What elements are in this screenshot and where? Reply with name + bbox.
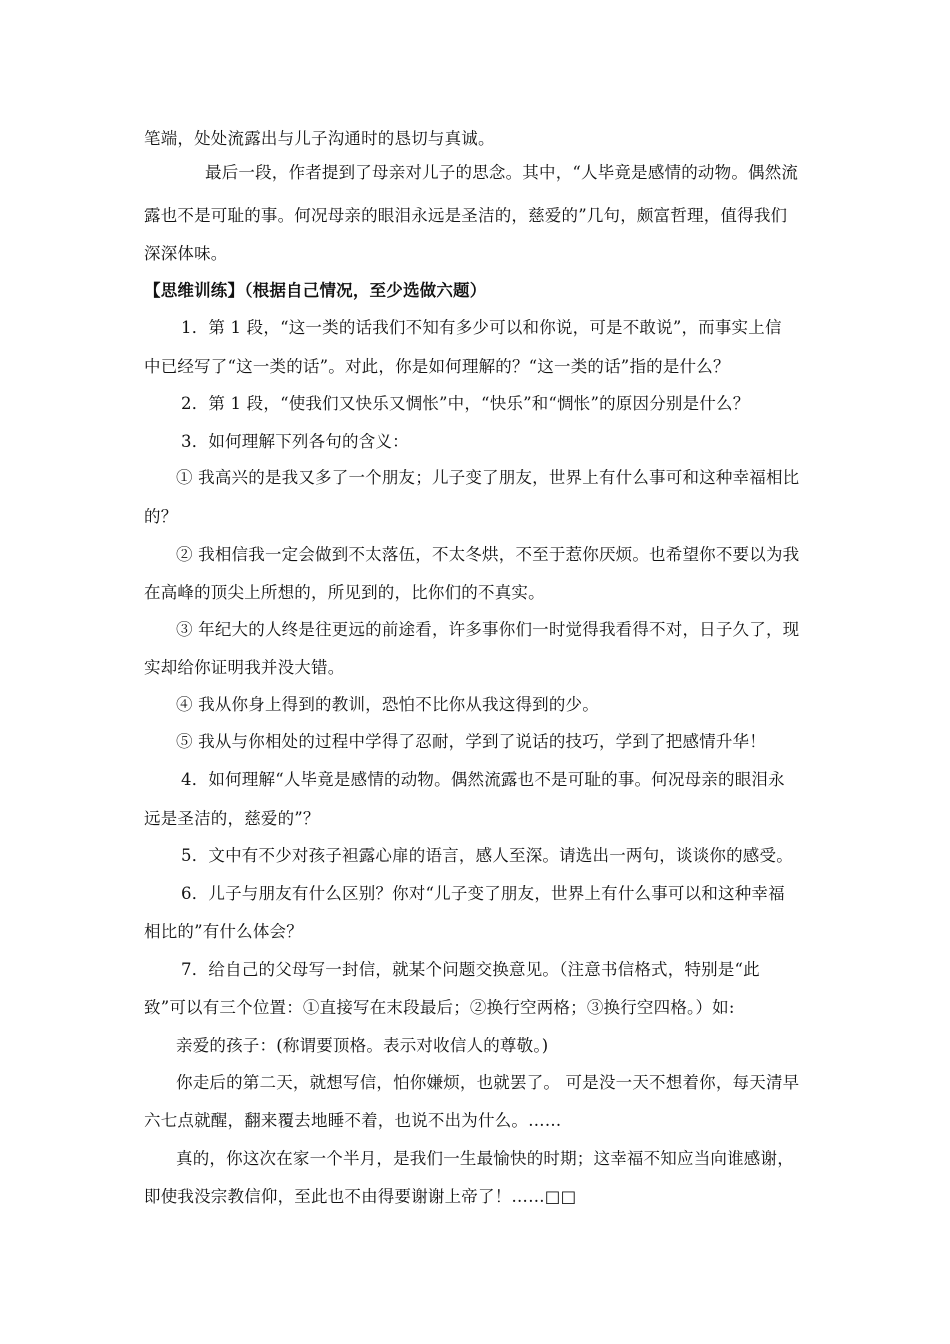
text-line: 在高峰的顶尖上所想的，所见到的，比你们的不真实。: [144, 583, 545, 602]
text-line: 最后一段，作者提到了母亲对儿子的思念。其中，“人毕竟是感情的动物。偶然流: [205, 163, 799, 182]
sub-item: ② 我相信我一定会做到不太落伍，不太冬烘，不至于惹你厌烦。也希望你不要以为我: [176, 545, 800, 564]
question-item: 2．第 1 段，“使我们又快乐又惆怅”中，“快乐”和“惆怅”的原因分别是什么？: [181, 394, 750, 413]
text-line: 露也不是可耻的事。何况母亲的眼泪永远是圣洁的，慈爱的”几句，颇富哲理，值得我们: [144, 206, 788, 225]
sub-item: ① 我高兴的是我又多了一个朋友；儿子变了朋友，世界上有什么事可和这种幸福相比: [176, 468, 800, 487]
sub-item: ⑤ 我从与你相处的过程中学得了忍耐，学到了说话的技巧，学到了把感情升华！: [176, 732, 766, 751]
sub-item: ④ 我从你身上得到的教训，恐怕不比你从我这得到的少。: [176, 695, 599, 714]
text-line: 六七点就醒，翻来覆去地睡不着，也说不出为什么。……: [144, 1111, 562, 1130]
text-line: 的？: [144, 507, 178, 526]
sub-item: ③ 年纪大的人终是往更远的前途看，许多事你们一时觉得我看得不对，日子久了，现: [176, 620, 800, 639]
text-line: 笔端，处处流露出与儿子沟通时的恳切与真诚。: [144, 129, 495, 148]
question-item: 4．如何理解“人毕竟是感情的动物。偶然流露也不是可耻的事。何况母亲的眼泪永: [181, 770, 785, 789]
text-line: 即使我没宗教信仰，至此也不由得要谢谢上帝了！……□□: [144, 1187, 577, 1206]
question-item: 6．儿子与朋友有什么区别？你对“儿子变了朋友，世界上有什么事可以和这种幸福: [181, 884, 785, 903]
question-item: 7．给自己的父母写一封信，就某个问题交换意见。（注意书信格式，特别是“此: [181, 960, 760, 979]
question-item: 5．文中有不少对孩子袒露心扉的语言，感人至深。请选出一两句，谈谈你的感受。: [181, 846, 793, 865]
question-item: 3．如何理解下列各句的含义：: [181, 432, 409, 451]
letter-body: 你走后的第二天，就想写信，怕你嫌烦，也就罢了。 可是没一天不想着你，每天清早: [176, 1073, 800, 1092]
letter-body: 真的，你这次在家一个半月，是我们一生最愉快的时期；这幸福不知应当向谁感谢，: [176, 1149, 794, 1168]
text-line: 实却给你证明我并没大错。: [144, 658, 345, 677]
text-line: 远是圣洁的，慈爱的”？: [144, 809, 320, 828]
section-heading: 【思维训练】（根据自己情况，至少选做六题）: [144, 281, 487, 300]
text-line: 相比的”有什么体会？: [144, 922, 303, 941]
text-line: 深深体味。: [144, 244, 228, 263]
text-line: 致”可以有三个位置：①直接写在末段最后；②换行空两格；③换行空四格。）如:: [144, 998, 735, 1017]
question-item: 1．第 1 段，“这一类的话我们不知有多少可以和你说，可是不敢说”，而事实上信: [181, 318, 782, 337]
letter-salutation: 亲爱的孩子：(称谓要顶格。表示对收信人的尊敬。): [176, 1036, 549, 1055]
text-line: 中已经写了“这一类的话”。对此，你是如何理解的？“这一类的话”指的是什么？: [144, 357, 730, 376]
